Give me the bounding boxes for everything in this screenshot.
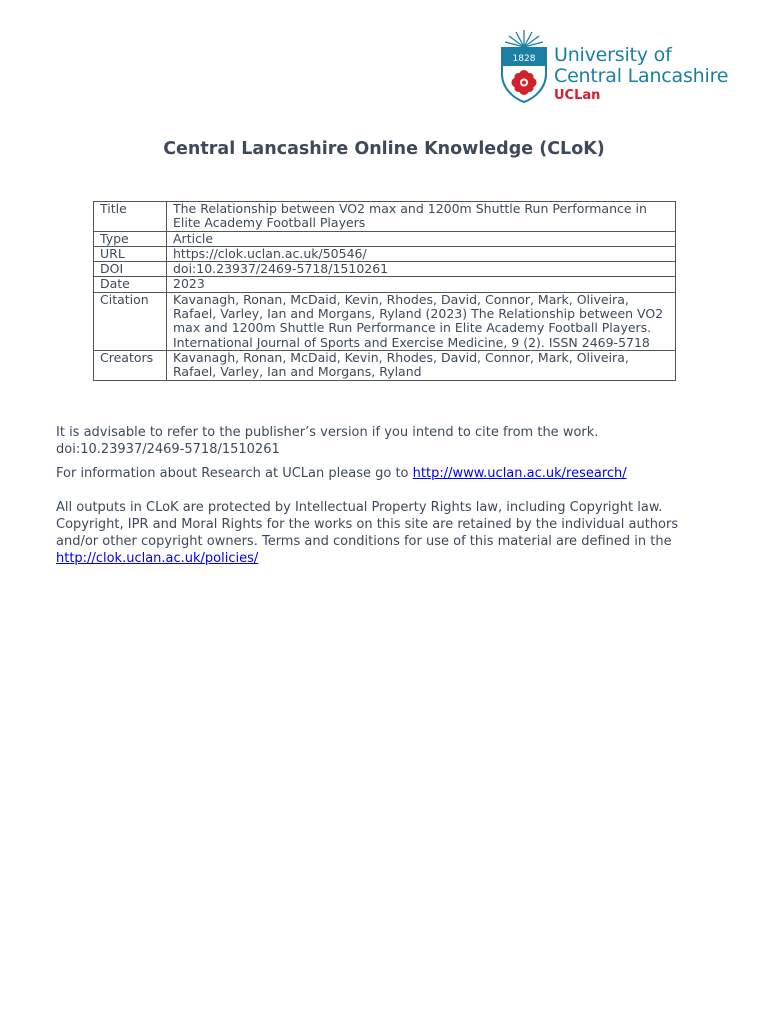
table-row <box>94 292 676 350</box>
metadata-value: Article <box>167 231 676 246</box>
metadata-key: URL <box>94 246 167 261</box>
metadata-key: Type <box>94 231 167 246</box>
metadata-key: Title <box>94 202 167 232</box>
metadata-key: Citation <box>94 292 167 350</box>
metadata-table <box>93 201 676 381</box>
advisory-text: It is advisable to refer to the publisher’s version if you intend to cite from the work. <box>56 425 599 440</box>
metadata-key: DOI <box>94 262 167 277</box>
table-row <box>94 231 676 246</box>
policies-link[interactable]: http://clok.uclan.ac.uk/policies/ <box>56 551 259 566</box>
metadata-value: 2023 <box>167 277 676 292</box>
table-row <box>94 246 676 261</box>
page-title: Central Lancashire Online Knowledge (CLoK) <box>163 139 605 159</box>
metadata-key: Date <box>94 277 167 292</box>
rights-statement <box>56 499 696 567</box>
metadata-key: Creators <box>94 350 167 380</box>
research-link[interactable]: http://www.uclan.ac.uk/research/ <box>412 466 627 481</box>
metadata-value: doi:10.23937/2469-5718/1510261 <box>167 262 676 277</box>
uclan-shield-icon <box>500 28 548 104</box>
metadata-value: The Relationship between VO2 max and 1200m Shuttle Run Performance in Elite Academy Football Players <box>167 202 676 232</box>
advisory-note <box>56 424 696 458</box>
logo-year: 1828 <box>512 54 536 64</box>
table-row <box>94 277 676 292</box>
metadata-value: Kavanagh, Ronan, McDaid, Kevin, Rhodes, David, Connor, Mark, Oliveira, Rafael, Varley, Ian and Morgans, Ryland <box>167 350 676 380</box>
table-row <box>94 262 676 277</box>
logo-university-of: University of <box>554 44 672 66</box>
logo-uclan: UCLan <box>554 88 601 103</box>
rights-text: All outputs in CLoK are protected by Intellectual Property Rights law, including Copyright law. Copyright, IPR and Moral Rights for the works on this site are retained by the individual authors and/or other copyright owners. Terms and conditions for use of this material are defined in the <box>56 500 679 549</box>
metadata-value: https://clok.uclan.ac.uk/50546/ <box>167 246 676 261</box>
logo-central-lancashire: Central Lancashire <box>554 65 729 87</box>
research-info <box>56 465 696 482</box>
uclan-logo <box>500 28 750 108</box>
table-row <box>94 350 676 380</box>
table-row <box>94 202 676 232</box>
research-info-text: For information about Research at UCLan please go to <box>56 466 413 481</box>
metadata-value: Kavanagh, Ronan, McDaid, Kevin, Rhodes, David, Connor, Mark, Oliveira, Rafael, Varley, Ian and Morgans, Ryland (2023) The Relationship between VO2 max and 1200m Shuttle Run Performance in Elite Academy Football Players. International Journal of Sports and Exercise Medicine, 9 (2). ISSN 2469-5718 <box>167 292 676 350</box>
advisory-doi: doi:10.23937/2469-5718/1510261 <box>56 442 280 457</box>
